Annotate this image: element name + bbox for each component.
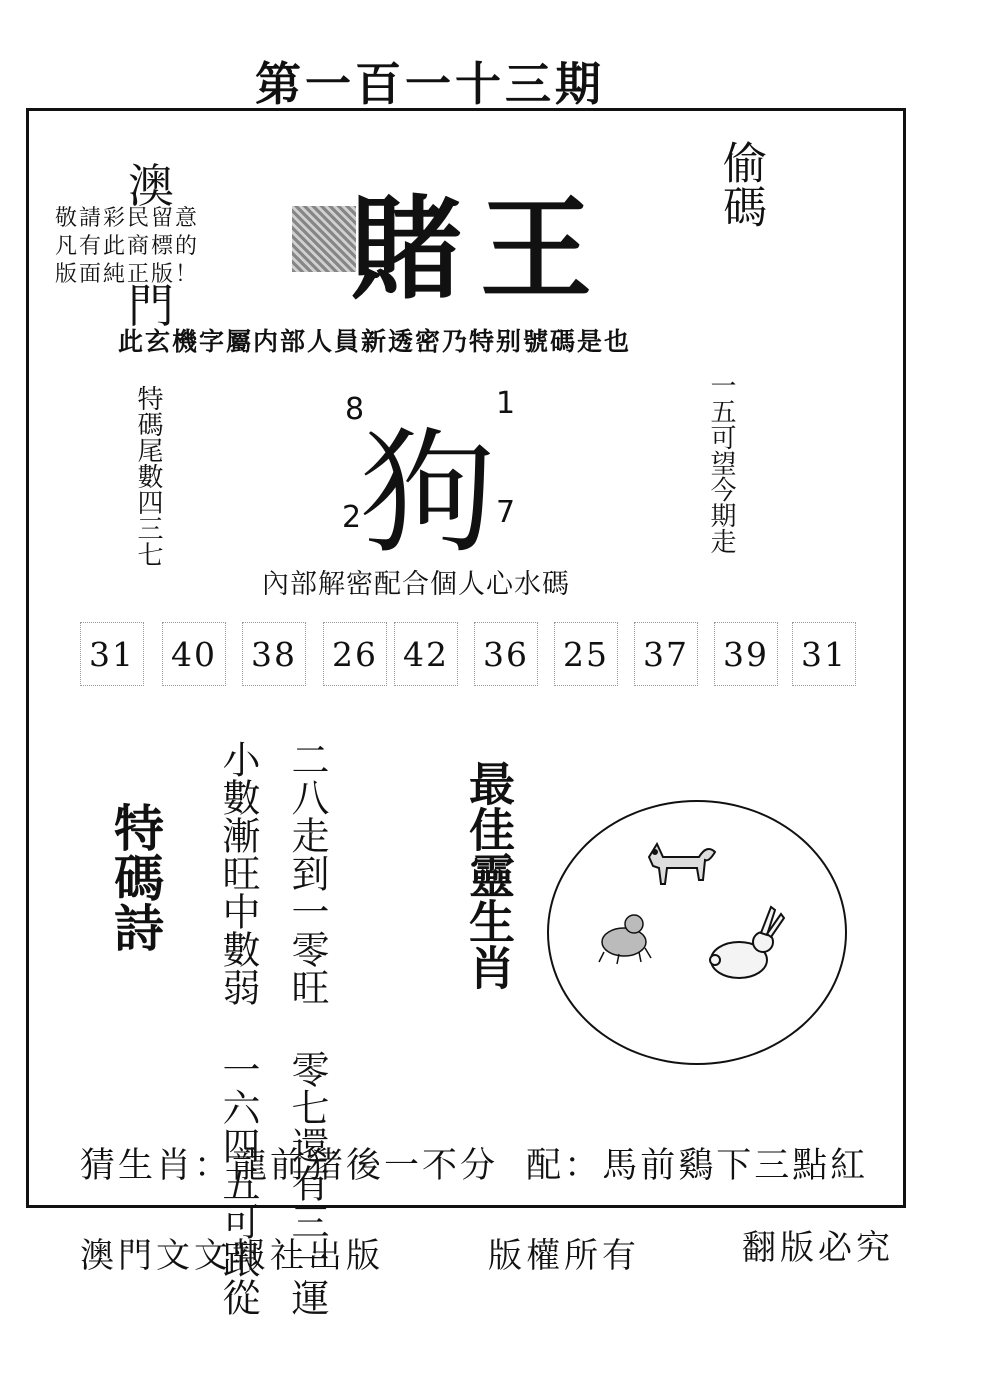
pair-label: 配： (526, 1146, 603, 1186)
poem-title: 特碼詩 (106, 802, 165, 952)
footer-copyright: 版權所有 (488, 1236, 640, 1276)
number-box: 26 (323, 622, 387, 686)
number-box: 38 (242, 622, 306, 686)
brand-macau-top: 澳 (128, 159, 174, 213)
number-box: 36 (474, 622, 538, 686)
zodiac-digit-top-left: 8 (345, 392, 365, 427)
guess-riddle: 龍前猪後一不分 (232, 1146, 499, 1186)
number-box: 31 (792, 622, 856, 686)
footer-piracy-warning: 翻版必究 (742, 1228, 894, 1268)
dog-icon (649, 844, 715, 884)
tail-number-note: 特碼尾數四三七 (133, 385, 163, 567)
internal-decode-line: 內部解密配合個人心水碼 (262, 569, 570, 600)
poem-body (190, 740, 328, 1388)
zodiac-digit-bottom-right: 7 (496, 495, 516, 530)
guess-label: 猜生肖： (80, 1146, 233, 1186)
animals-circle (547, 800, 847, 1065)
number-box: 31 (80, 622, 144, 686)
zodiac-character: 狗 (360, 415, 495, 572)
number-box: 39 (714, 622, 778, 686)
notice-line: 版面純正版！ (55, 262, 200, 287)
number-box: 40 (162, 622, 226, 686)
zodiac-digit-top-right: 1 (496, 386, 516, 421)
steal-code-label: 偷碼 (715, 140, 766, 228)
number-box: 37 (634, 622, 698, 686)
secret-line: 此玄機字屬内部人員新透密乃特别號碼是也 (118, 327, 632, 356)
logo-ornament-icon (292, 206, 356, 272)
rabbit-icon (710, 907, 784, 978)
issue-title: 第一百一十三期 (255, 57, 605, 111)
brand-macau-bottom: 門 (128, 279, 174, 333)
pair-riddle: 馬前鷄下三點紅 (602, 1146, 869, 1186)
number-box: 25 (554, 622, 618, 686)
hope-note: 一五可望今期走 (706, 372, 736, 554)
animals-illustration (549, 802, 849, 1067)
number-row (80, 622, 860, 692)
footer-publisher: 澳門文文報社出版 (80, 1236, 384, 1276)
zodiac-digit-bottom-left: 2 (342, 500, 362, 535)
notice-line: 凡有此商標的 (55, 234, 200, 259)
best-zodiac-label: 最佳靈生肖 (462, 760, 516, 990)
poem-line: 小數漸旺中數弱 (216, 740, 260, 1006)
poem-line: 二八走到一零旺 (285, 740, 329, 1006)
poem-line: 一六四五可跟從 (216, 1050, 260, 1316)
monkey-icon (599, 915, 651, 964)
notice-line: 敬請彩民留意 (55, 206, 200, 231)
guess-zodiac-line (80, 1138, 868, 1188)
brand-title: 賭王 (350, 185, 610, 315)
poem-line: 零七還有三一運 (285, 1050, 329, 1316)
number-box: 42 (394, 622, 458, 686)
trademark-notice (55, 205, 275, 289)
